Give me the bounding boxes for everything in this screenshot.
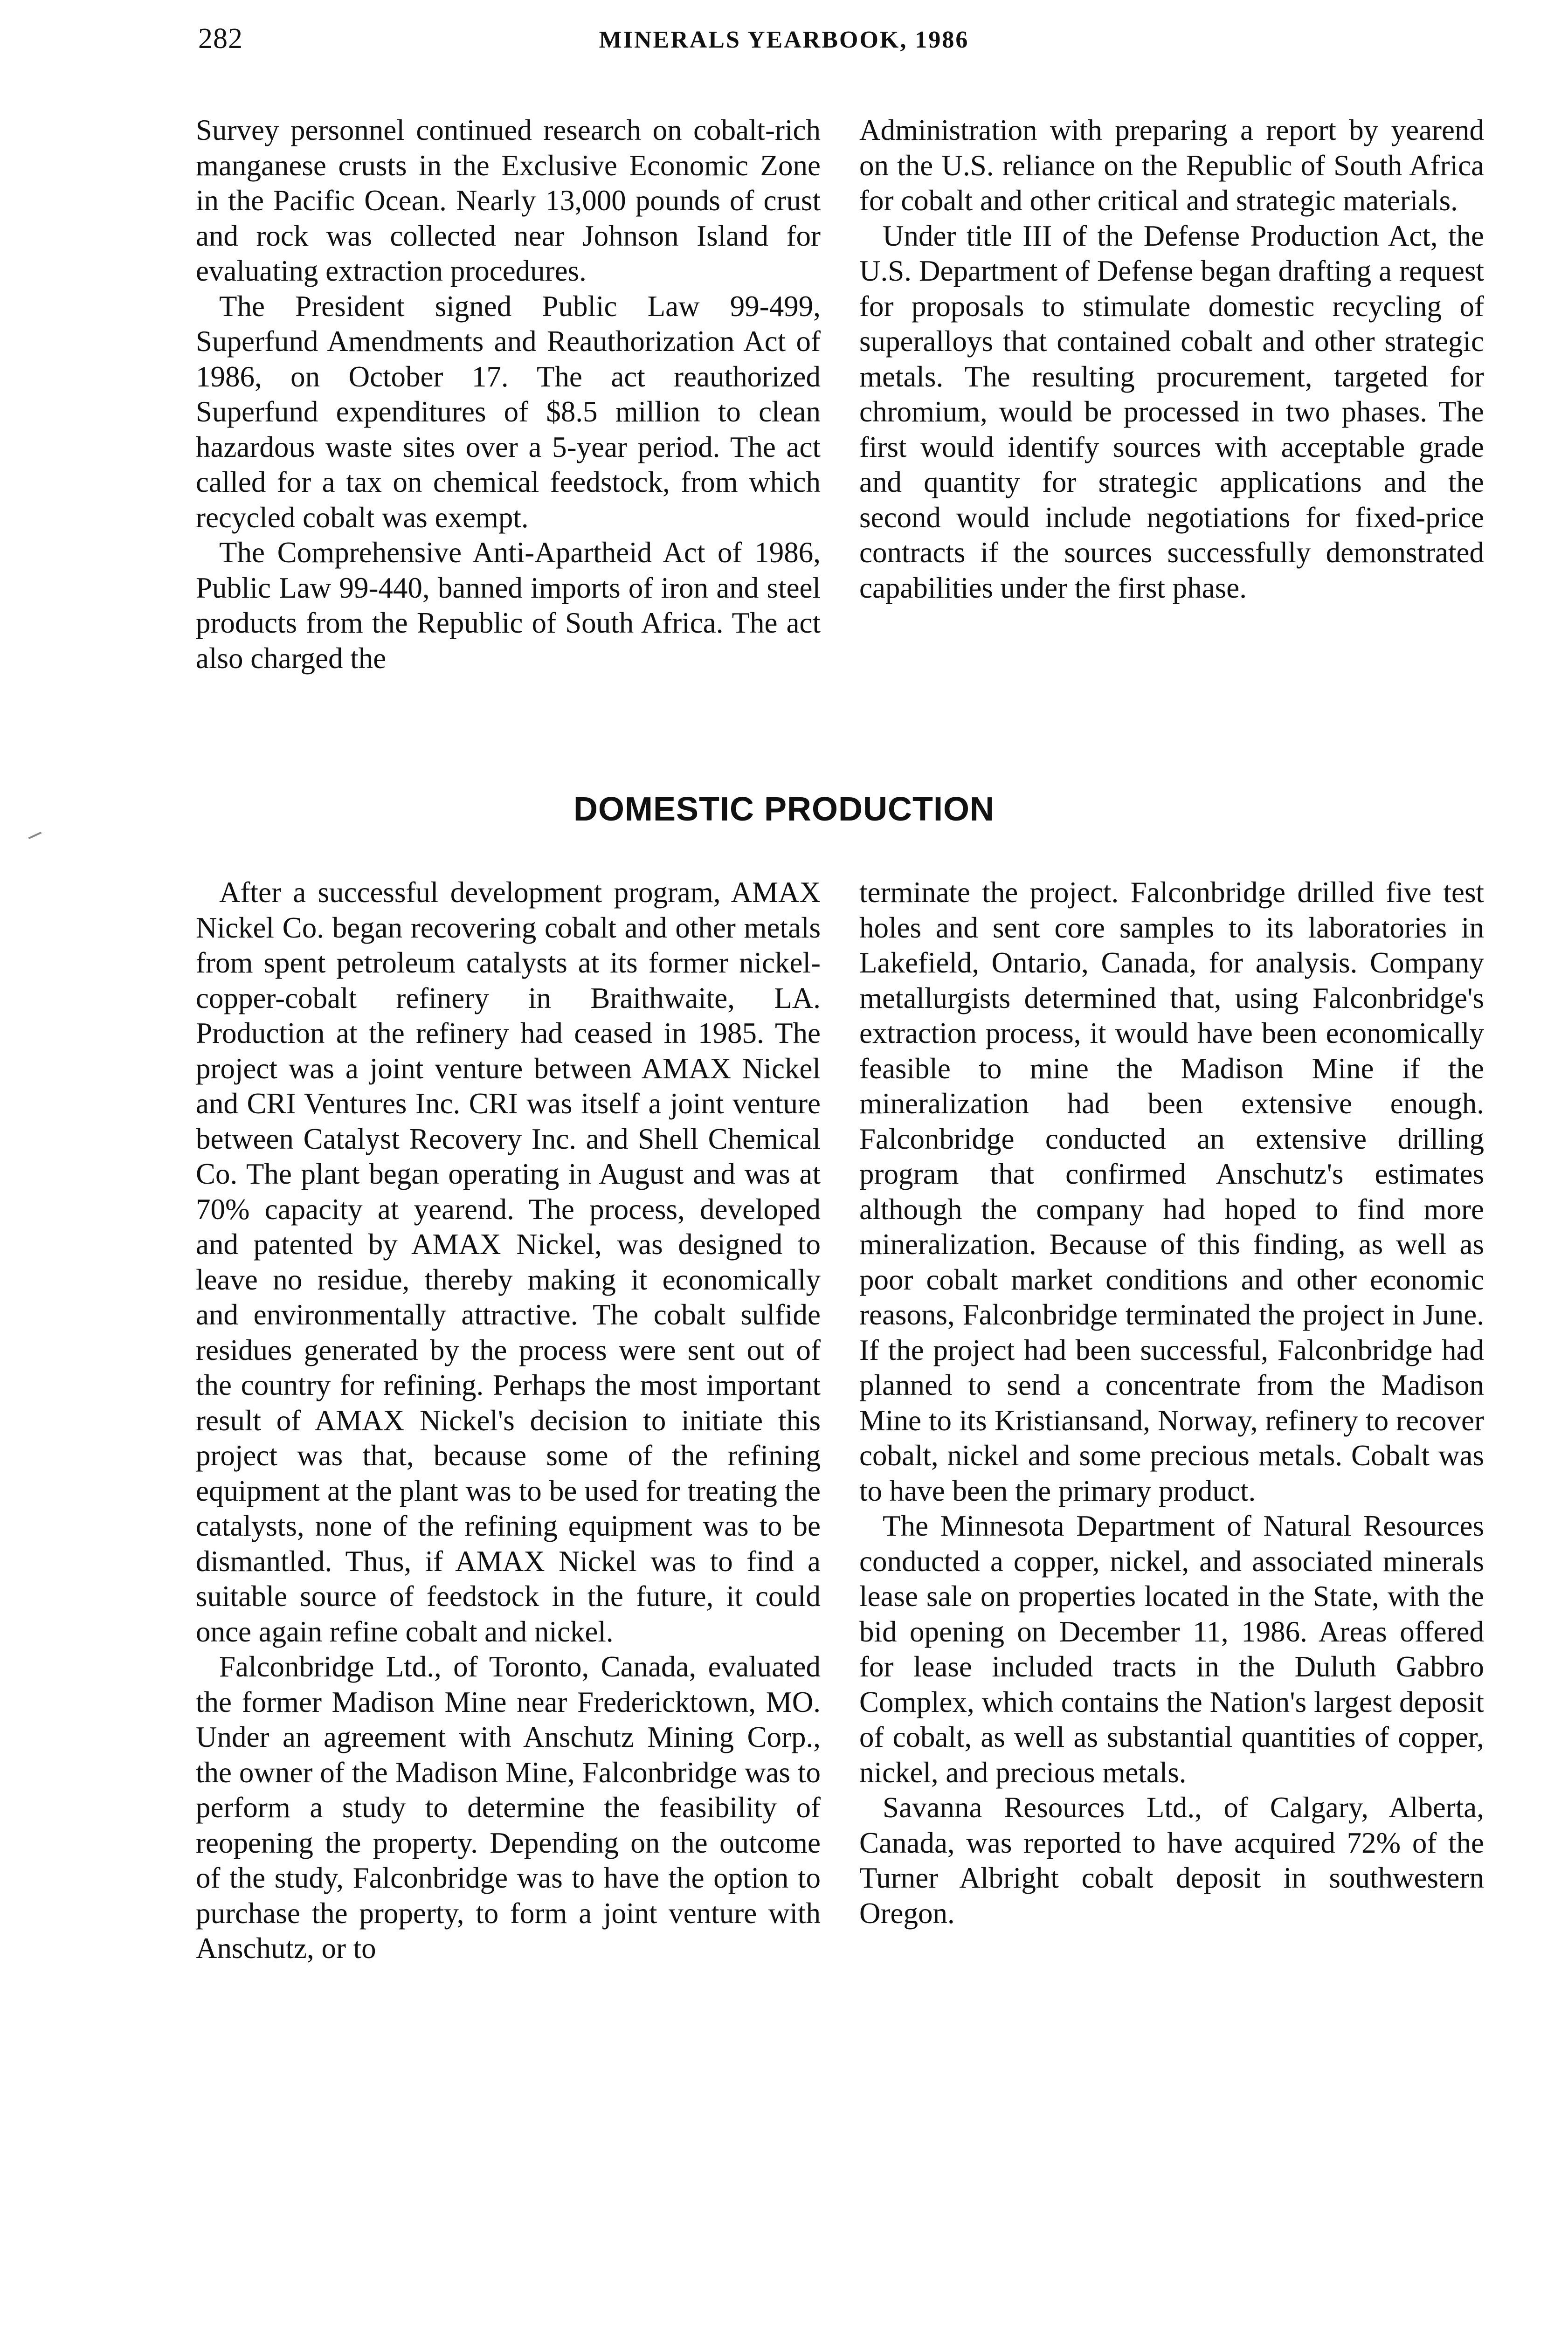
paragraph: Survey personnel continued research on cobalt-rich manganese crusts in the Exclusive Economic Zone in the Pacific Ocean. Nearly 13,000 pounds of crust and rock was collected near Johnson Island for evaluating extraction procedures. <box>196 114 821 287</box>
section-heading: DOMESTIC PRODUCTION <box>573 791 995 828</box>
running-head: MINERALS YEARBOOK, 1986 <box>599 27 969 53</box>
section-right-column <box>859 875 1484 1931</box>
top-left-column <box>196 113 821 676</box>
section-left-column <box>196 875 821 1966</box>
scan-mark <box>28 832 42 839</box>
paragraph: The Minnesota Department of Natural Resources conducted a copper, nickel, and associated minerals lease sale on properties located in the State, with the bid opening on December 11, 1986. Areas offered for lease included tracts in the Duluth Gabbro Complex, which contains the Nation's largest deposit of cobalt, as well as substantial quantities of copper, nickel, and precious metals. <box>859 1510 1484 1789</box>
paragraph: Under title III of the Defense Production Act, the U.S. Department of Defense began drafting a request for proposals to stimulate domestic recycling of superalloys that contained cobalt and other strategic metals. The resulting procurement, targeted for chromium, would be processed in two phases. The first would identify sources with acceptable grade and quantity for strategic applications and the second would include negotiations for fixed-price contracts if the sources successfully demonstrated capabilities under the first phase. <box>859 219 1484 604</box>
page-header <box>0 22 1568 64</box>
paragraph: After a successful development program, AMAX Nickel Co. began recovering cobalt and other metals from spent petroleum catalysts at its former nickel-copper-cobalt refinery in Braithwaite, LA. Production at the refinery had ceased in 1985. The project was a joint venture between AMAX Nickel and CRI Ventures Inc. CRI was itself a joint venture between Catalyst Recovery Inc. and Shell Chemical Co. The plant began operating in August and was at 70% capacity at yearend. The process, developed and patented by AMAX Nickel, was designed to leave no residue, thereby making it economically and environmentally attractive. The cobalt sulfide residues generated by the process were sent out of the country for refining. Perhaps the most important result of AMAX Nickel's decision to initiate this project was that, because some of the refining equipment at the plant was to be used for treating the catalysts, none of the refining equipment was to be dismantled. Thus, if AMAX Nickel was to find a suitable source of feedstock in the future, it could once again refine cobalt and nickel. <box>196 876 821 1648</box>
paragraph: terminate the project. Falconbridge drilled five test holes and sent core samples to its laboratories in Lakefield, Ontario, Canada, for analysis. Company metallurgists determined that, using Falconbridge's extraction process, it would have been economically feasible to mine the Madison Mine if the mineralization had been extensive enough. Falconbridge conducted an extensive drilling program that confirmed Anschutz's estimates although the company had hoped to find more mineralization. Because of this finding, as well as poor cobalt market conditions and other economic reasons, Falconbridge terminated the project in June. If the project had been successful, Falconbridge had planned to send a concentrate from the Madison Mine to its Kristiansand, Norway, refinery to recover cobalt, nickel and some precious metals. Cobalt was to have been the primary product. <box>859 876 1484 1507</box>
paragraph: The Comprehensive Anti-Apartheid Act of 1986, Public Law 99-440, banned imports of iron and steel products from the Republic of South Africa. The act also charged the <box>196 536 821 675</box>
top-right-column <box>859 113 1484 606</box>
paragraph: Savanna Resources Ltd., of Calgary, Alberta, Canada, was reported to have acquired 72% of the Turner Albright cobalt deposit in southwestern Oregon. <box>859 1791 1484 1930</box>
paragraph: Administration with preparing a report by yearend on the U.S. reliance on the Republic of South Africa for cobalt and other critical and strategic materials. <box>859 114 1484 217</box>
paragraph: The President signed Public Law 99-499, Superfund Amendments and Reauthorization Act of 1986, on October 17. The act reauthorized Superfund expenditures of $8.5 million to clean hazardous waste sites over a 5-year period. The act called for a tax on chemical feedstock, from which recycled cobalt was exempt. <box>196 290 821 534</box>
page-number: 282 <box>198 23 243 55</box>
paragraph: Falconbridge Ltd., of Toronto, Canada, evaluated the former Madison Mine near Fredericktown, MO. Under an agreement with Anschutz Mining Corp., the owner of the Madison Mine, Falconbridge was to perform a study to determine the feasibility of reopening the property. Depending on the outcome of the study, Falconbridge was to have the option to purchase the property, to form a joint venture with Anschutz, or to <box>196 1650 821 1965</box>
